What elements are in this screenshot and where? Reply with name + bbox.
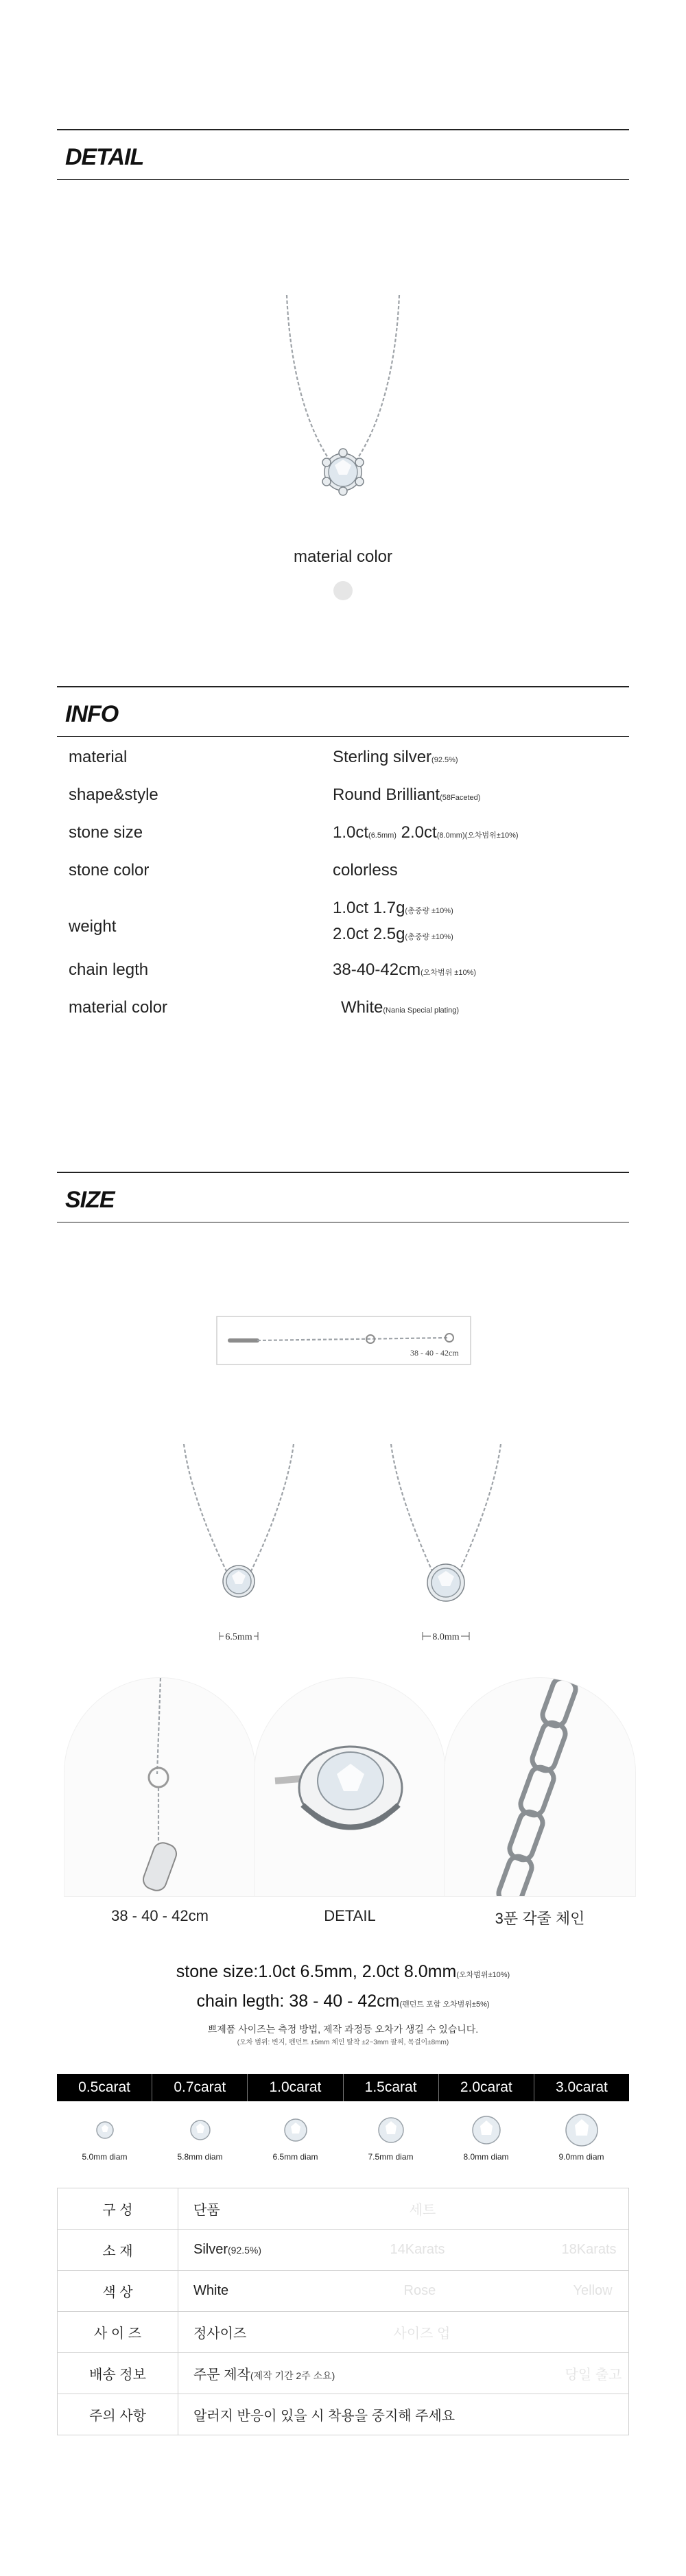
stone-size-icon bbox=[84, 2110, 126, 2151]
row-label: 색 상 bbox=[58, 2271, 178, 2312]
row-label: 소 재 bbox=[58, 2230, 178, 2271]
chain-length-spec: chain legth: 38 - 40 - 42cm(펜던트 포함 오차범위±5%) bbox=[196, 1992, 490, 2011]
clasp-closeup-image bbox=[64, 1677, 256, 1897]
info-value: 1.0ct(6.5mm) 2.0ct(8.0mm)(오차범위±10%) bbox=[333, 823, 519, 842]
diameter-cell: 9.0mm diam bbox=[534, 2110, 629, 2178]
stone-size-icon bbox=[561, 2110, 602, 2151]
info-label: stone color bbox=[69, 861, 150, 879]
info-value: White(Nania Special plating) bbox=[341, 998, 460, 1017]
info-value: 1.0ct 1.7g(총중량 ±10%) bbox=[333, 899, 453, 917]
info-label: stone size bbox=[69, 823, 143, 842]
stone-size-icon bbox=[370, 2110, 412, 2151]
caption-chain-type: 3푼 각줄 체인 bbox=[495, 1910, 585, 1927]
info-label: weight bbox=[69, 917, 117, 936]
info-value: Round Brilliant(58Faceted) bbox=[333, 785, 481, 804]
detail-heading: DETAIL bbox=[65, 144, 144, 170]
info-value: 2.0ct 2.5g(총중량 ±10%) bbox=[333, 925, 453, 943]
carat-label: 0.5carat bbox=[57, 2074, 152, 2101]
table-row bbox=[58, 2230, 629, 2271]
pendant-stone bbox=[322, 449, 364, 495]
size-tolerance-note: (오차 범위: 변지, 펜던트 ±5mm 체인 탈착 ±2~3mm 팔찌, 목걸이±8mm) bbox=[237, 2039, 449, 2046]
stone-closeup-image bbox=[254, 1677, 446, 1897]
stone-size-icon bbox=[275, 2110, 316, 2151]
table-row bbox=[58, 2353, 629, 2394]
row-label: 구 성 bbox=[58, 2188, 178, 2230]
carat-label: 1.0carat bbox=[248, 2074, 343, 2101]
info-label: chain legth bbox=[69, 960, 149, 979]
row-value: White Rose Yellow bbox=[178, 2271, 629, 2312]
table-row bbox=[58, 2188, 629, 2230]
row-value: 정사이즈 사이즈 업 bbox=[178, 2312, 629, 2353]
carat-label: 3.0carat bbox=[556, 2079, 608, 2095]
diameter-cell: 5.8mm diam bbox=[152, 2110, 248, 2178]
caption-chain-length: 38 - 40 - 42cm bbox=[111, 1907, 209, 1924]
product-info-table bbox=[57, 2188, 629, 2435]
info-value: colorless bbox=[333, 861, 398, 879]
size-notice: 쁘제품 사이즈는 측정 방법, 제작 과정등 오차가 생길 수 있습니다. bbox=[207, 2024, 479, 2035]
material-color-label: material color bbox=[293, 547, 393, 566]
row-value: 알러지 반응이 있을 시 착용을 중지해 주세요 bbox=[178, 2394, 629, 2435]
necklace-product-image bbox=[274, 295, 412, 521]
size-heading: SIZE bbox=[65, 1187, 115, 1213]
row-value: Silver(92.5%) 14Karats 18Karats bbox=[178, 2230, 629, 2271]
table-row bbox=[58, 2394, 629, 2435]
detail-section-header bbox=[57, 129, 629, 180]
carat-label: 2.0carat bbox=[439, 2074, 534, 2101]
info-label: shape&style bbox=[69, 785, 158, 804]
diameter-cell: 5.0mm diam bbox=[57, 2110, 152, 2178]
row-value: 단품 세트 bbox=[178, 2188, 629, 2230]
chain-closeup-image bbox=[444, 1677, 636, 1897]
diameter-cell: 6.5mm diam bbox=[248, 2110, 343, 2178]
caption-detail: DETAIL bbox=[324, 1907, 376, 1924]
row-value: 주문 제작(제작 기간 2주 소요) 당일 출고 bbox=[178, 2353, 629, 2394]
chain-ruler-image bbox=[216, 1316, 471, 1365]
info-label: material color bbox=[69, 998, 168, 1017]
carat-header-bar bbox=[57, 2074, 629, 2101]
stone-size-spec: stone size:1.0ct 6.5mm, 2.0ct 8.0mm(오차범위±10%) bbox=[176, 1962, 510, 1981]
material-color-swatch[interactable] bbox=[333, 581, 353, 600]
table-row bbox=[58, 2312, 629, 2353]
info-value: Sterling silver(92.5%) bbox=[333, 748, 458, 766]
info-section-header bbox=[57, 686, 629, 737]
ruler-label: 38 - 40 - 42cm bbox=[410, 1348, 459, 1358]
pendant-b-label: 8.0mm bbox=[432, 1632, 460, 1642]
info-label: material bbox=[69, 748, 128, 766]
pendant-a-label: 6.5mm bbox=[225, 1632, 252, 1642]
stone-size-icon bbox=[466, 2110, 507, 2151]
diameter-cell: 8.0mm diam bbox=[438, 2110, 534, 2178]
info-heading: INFO bbox=[65, 701, 119, 727]
row-label: 배송 정보 bbox=[58, 2353, 178, 2394]
row-label: 주의 사항 bbox=[58, 2394, 178, 2435]
diameter-row bbox=[57, 2110, 629, 2178]
row-label: 사 이 즈 bbox=[58, 2312, 178, 2353]
diameter-cell: 7.5mm diam bbox=[343, 2110, 438, 2178]
info-value: 38-40-42cm(오차범위 ±10%) bbox=[333, 960, 477, 979]
stone-size-icon bbox=[180, 2110, 221, 2151]
carat-label: 1.5carat bbox=[344, 2074, 439, 2101]
table-row bbox=[58, 2271, 629, 2312]
pendant-6-5mm-image bbox=[170, 1444, 307, 1650]
size-section-header bbox=[57, 1172, 629, 1222]
pendant-8-0mm-image bbox=[377, 1444, 514, 1650]
carat-label: 0.7carat bbox=[152, 2074, 248, 2101]
